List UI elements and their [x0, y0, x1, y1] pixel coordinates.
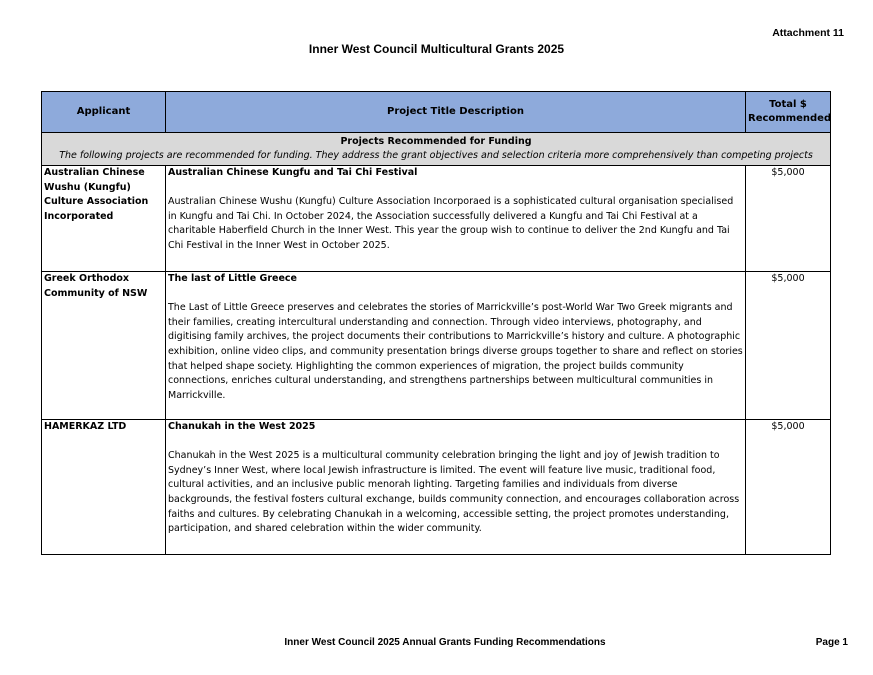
project-title: Chanukah in the West 2025 [168, 421, 316, 432]
project-cell [166, 272, 746, 420]
applicant-cell: Australian Chinese Wushu (Kungfu) Culture Association Incorporated [42, 166, 166, 272]
project-description: The Last of Little Greece preserves and celebrates the stories of Marrickville’s post-World War Two Greek migrants and their families, creating intercultural understanding and connection. Through video interviews, photography, and digitising family archives, the project documents their contributions to Marrickville’s history and culture. A photographic exhibition, online video clips, and community presentation brings diverse groups together to share and reflect on stories that helped shape society. Highlighting the common experiences of migration, the project builds community connections, enriches cultural understanding, and strengthens partnerships between multicultural communities in Marrickville. [168, 302, 743, 401]
grants-table [41, 91, 831, 555]
section-title: Projects Recommended for Funding [340, 136, 532, 147]
amount-cell: $5,000 [746, 272, 831, 420]
column-header-project: Project Title Description [166, 92, 746, 133]
footer-title: Inner West Council 2025 Annual Grants Funding Recommendations [284, 637, 606, 648]
table-row [42, 166, 831, 272]
project-cell [166, 420, 746, 555]
project-title: Australian Chinese Kungfu and Tai Chi Festival [168, 167, 418, 178]
section-note: The following projects are recommended for funding. They address the grant objectives and selection criteria more comprehensively than competing projects [59, 150, 813, 161]
page-title: Inner West Council Multicultural Grants 2025 [308, 42, 565, 56]
project-description: Australian Chinese Wushu (Kungfu) Culture Association Incorporaed is a sophisticated cultural organisation specialised in Kungfu and Tai Chi. In October 2024, the Association successfully delivered a Kungfu and Tai Chi Festival at a charitable Haberfield Church in the Inner West. This year the group wish to continue to deliver the 2nd Kungfu and Tai Chi Festival in the Inner West in October 2025. [168, 196, 734, 251]
table-row [42, 272, 831, 420]
project-title: The last of Little Greece [168, 273, 297, 284]
section-row [42, 133, 831, 166]
column-header-total-line2: Recommended [748, 113, 832, 124]
attachment-label: Attachment 11 [772, 27, 844, 39]
applicant-cell: HAMERKAZ LTD [42, 420, 166, 555]
section-cell [42, 133, 831, 166]
column-header-total [746, 92, 831, 133]
page-number: Page 1 [815, 637, 848, 648]
project-cell [166, 166, 746, 272]
column-header-applicant: Applicant [42, 92, 166, 133]
amount-cell: $5,000 [746, 420, 831, 555]
column-header-total-line1: Total $ [769, 99, 807, 110]
amount-cell: $5,000 [746, 166, 831, 272]
table-row [42, 420, 831, 555]
table-header-row [42, 92, 831, 133]
applicant-cell: Greek Orthodox Community of NSW [42, 272, 166, 420]
project-description: Chanukah in the West 2025 is a multicultural community celebration bringing the light and joy of Jewish tradition to Sydney’s Inner West, where local Jewish infrastructure is limited. The event will feature live music, traditional food, cultural activities, and an inclusive public menorah lighting. Targeting families and individuals from diverse backgrounds, the festival fosters cultural exchange, builds community connection, and encourages collaboration across faiths and cultures. By celebrating Chanukah in a welcoming, accessible setting, the project promotes understanding, participation, and shared celebration within the wider community. [168, 450, 740, 535]
